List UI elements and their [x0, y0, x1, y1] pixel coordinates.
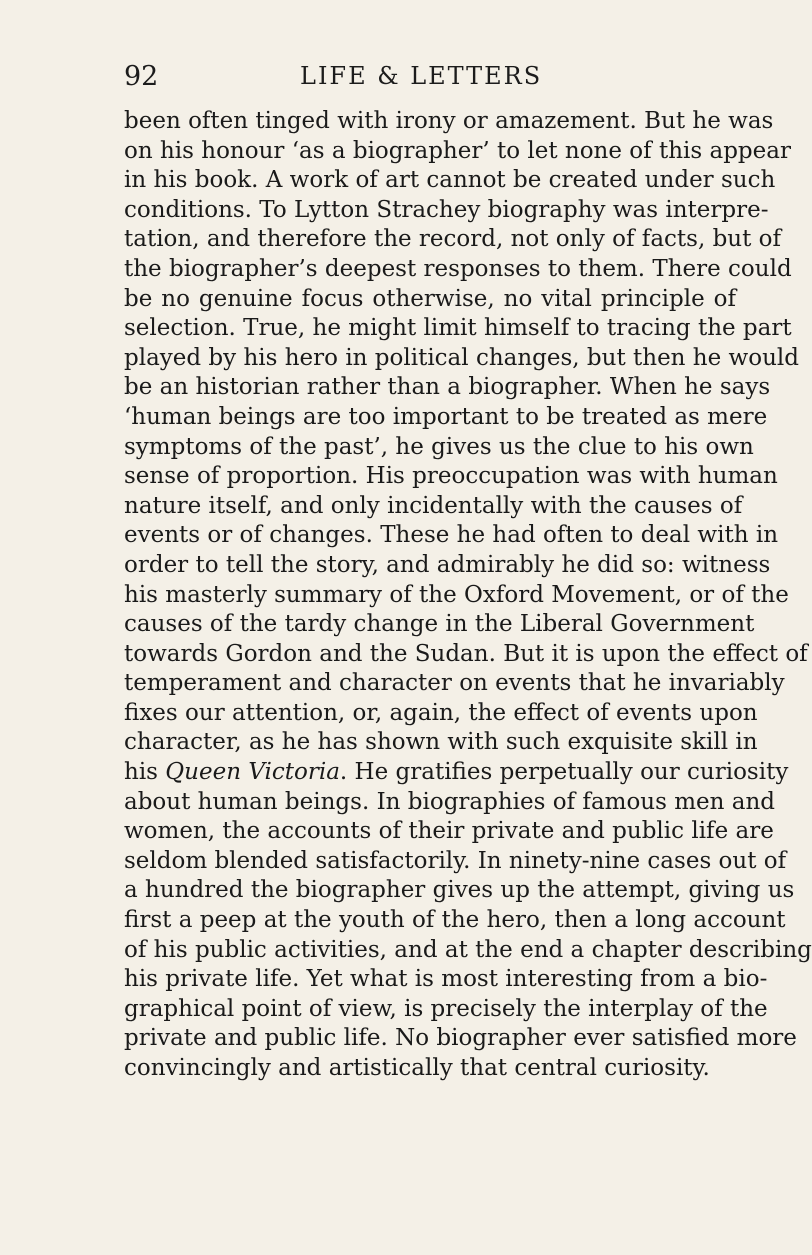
text-line: his private life. Yet what is most interesting from a bio-: [124, 966, 768, 993]
text-line: causes of the tardy change in the Liberal Government: [124, 611, 755, 638]
body-text: [124, 107, 812, 1084]
text-line: towards Gordon and the Sudan. But it is upon the effect of: [124, 640, 808, 667]
line-suffix: . He gratifies perpetually our curiosity: [339, 759, 789, 786]
text-line-last: convincingly and artistically that central curiosity.: [124, 1055, 710, 1081]
text-line: character, as he has shown with such exquisite skill in: [124, 729, 758, 756]
book-title-italic: Queen Victoria: [165, 759, 340, 786]
text-line: order to tell the story, and admirably he did so: witness: [124, 551, 771, 578]
text-line: sense of proportion. His preoccupation was with human: [124, 463, 778, 490]
text-line: fixes our attention, or, again, the effect of events upon: [124, 699, 758, 726]
text-line: tation, and therefore the record, not only of facts, but of: [124, 226, 782, 253]
text-line: selection. True, he might limit himself to tracing the part: [124, 315, 792, 342]
text-line: his masterly summary of the Oxford Movement, or of the: [124, 581, 789, 608]
text-line: private and public life. No biographer ever satisfied more: [124, 1025, 797, 1052]
text-line: first a peep at the youth of the hero, then a long account: [124, 907, 786, 934]
text-line: on his honour ‘as a biographer’ to let none of this appear: [124, 137, 791, 164]
text-line: conditions. To Lytton Strachey biography was interpre-: [124, 196, 769, 223]
line-prefix: his: [124, 759, 166, 786]
text-line: temperament and character on events that he invariably: [124, 670, 785, 697]
text-line: a hundred the biographer gives up the attempt, giving us: [124, 877, 795, 904]
text-line: ‘human beings are too important to be treated as mere: [124, 403, 768, 430]
text-line: be an historian rather than a biographer. When he says: [124, 374, 771, 401]
text-line: be no genuine focus otherwise, no vital principle of: [124, 285, 736, 312]
text-line: women, the accounts of their private and public life are: [124, 818, 774, 845]
text-line: of his public activities, and at the end a chapter describing: [124, 936, 812, 963]
text-line: nature itself, and only incidentally with the causes of: [124, 492, 743, 519]
text-line: in his book. A work of art cannot be created under such: [124, 167, 776, 194]
text-line: about human beings. In biographies of famous men and: [124, 788, 776, 815]
text-line: been often tinged with irony or amazement. But he was: [124, 108, 774, 134]
text-line: graphical point of view, is precisely the interplay of the: [124, 995, 768, 1022]
running-head: LIFE & LETTERS: [300, 62, 543, 90]
text-line: events or of changes. These he had often to deal with in: [124, 522, 779, 549]
text-line: the biographer’s deepest responses to them. There could: [124, 255, 792, 282]
page-number: 92: [124, 61, 159, 92]
text-line-with-title: [124, 758, 789, 788]
text-line: symptoms of the past’, he gives us the clue to his own: [124, 433, 754, 460]
text-line: played by his hero in political changes, but then he would: [124, 344, 799, 371]
text-line: seldom blended satisfactorily. In ninety-nine cases out of: [124, 847, 787, 874]
